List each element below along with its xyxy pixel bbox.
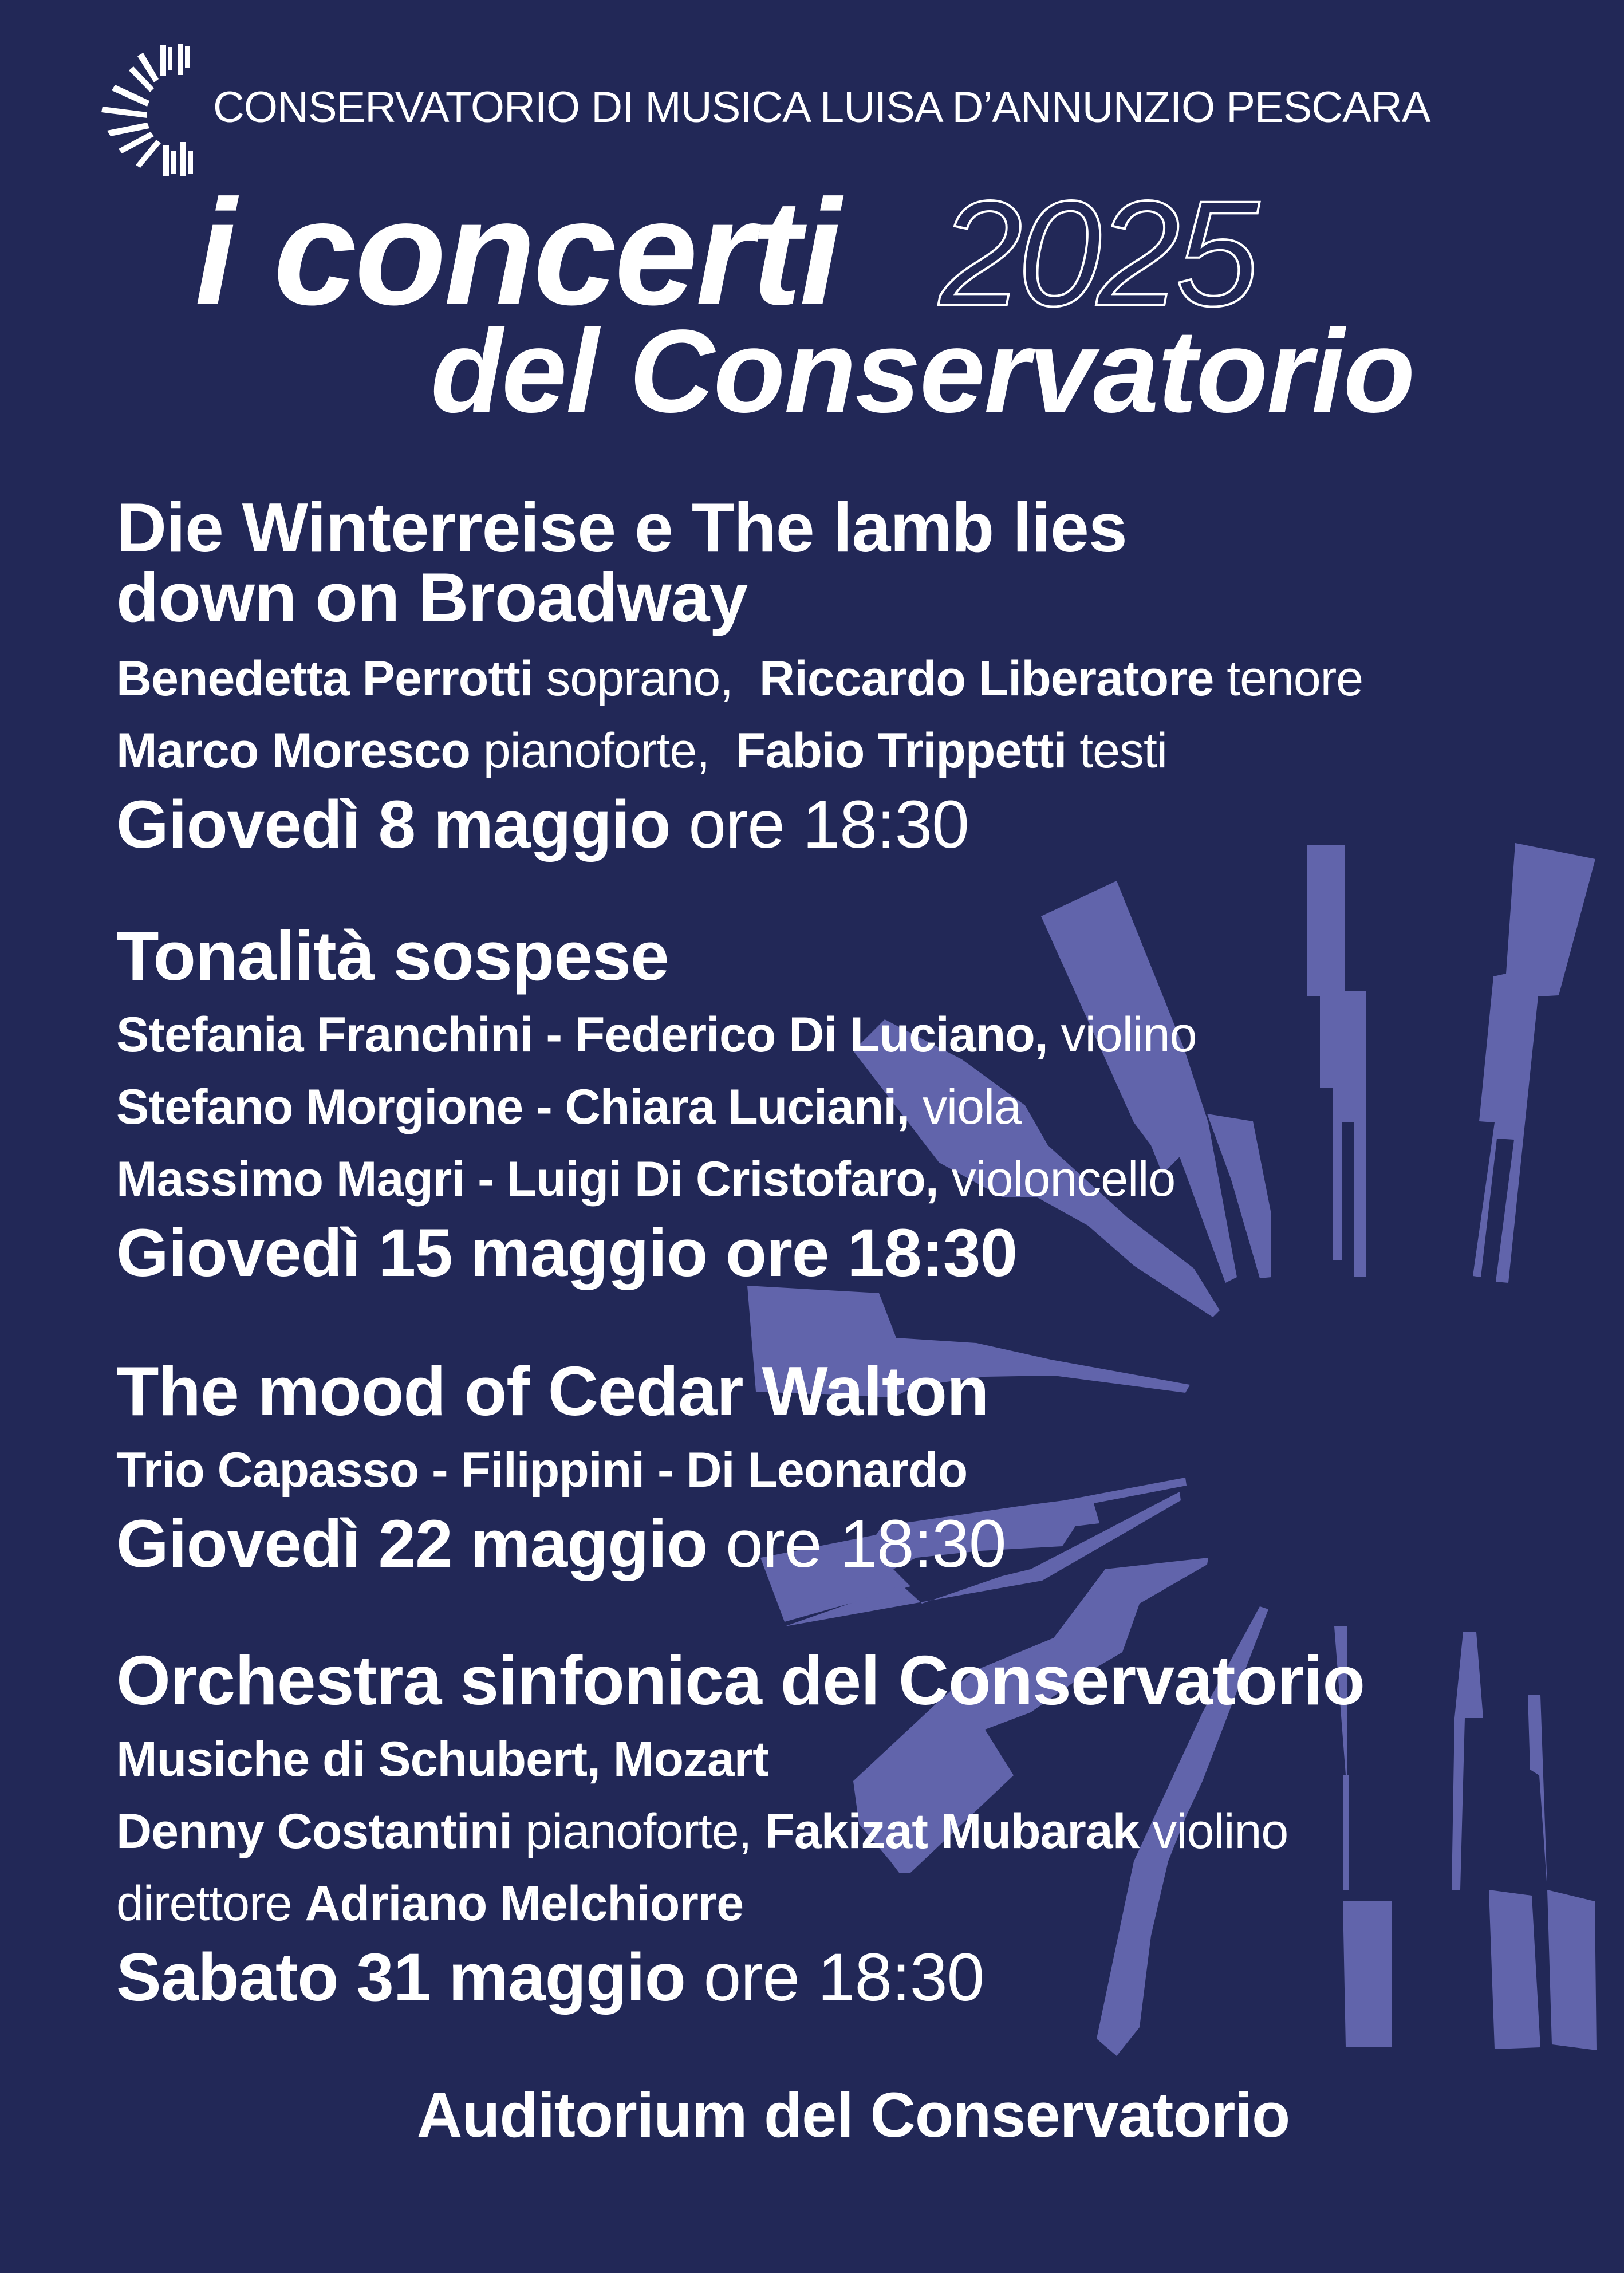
performers-line	[116, 1868, 1365, 1940]
concert-title-line: Tonalità sospese	[116, 917, 669, 995]
performer-name: Massimo Magri - Luigi Di Cristofaro,	[116, 1152, 939, 1207]
conductor-name: Adriano Melchiorre	[305, 1876, 744, 1931]
concert-title	[116, 1641, 1365, 1719]
key-lower-6	[1528, 1695, 1597, 2050]
performer-role: violoncello	[938, 1152, 1176, 1207]
concert-3	[116, 1352, 1006, 1582]
performers-line	[116, 1795, 1365, 1868]
concert-time: ore 18:30	[685, 1940, 984, 2015]
performer-role: violino	[1139, 1804, 1288, 1859]
performer-role: soprano,	[533, 651, 759, 706]
concert-day: Giovedì 8 maggio	[116, 787, 671, 862]
key-lower-5	[1452, 1632, 1540, 2049]
performers-line	[116, 1434, 1006, 1506]
concert-time: ore 18:30	[670, 787, 969, 862]
performers-line	[116, 1723, 1365, 1795]
venue: Auditorium del Conservatorio	[416, 2080, 1290, 2150]
key-top-1	[1307, 845, 1366, 1277]
key-top-2	[1473, 843, 1595, 1283]
concert-date	[116, 787, 1363, 862]
concert-day: Sabato 31 maggio	[116, 1940, 685, 2015]
performer-name: Fakizat Mubarak	[764, 1804, 1140, 1859]
concert-1	[116, 489, 1363, 862]
performer-role: pianoforte,	[470, 723, 736, 778]
concert-time: ore 18:30	[707, 1506, 1006, 1582]
poster-subtitle: del Conservatorio	[431, 305, 1414, 437]
performer-name: Trio Capasso - Filippini - Di Leonardo	[116, 1443, 968, 1498]
performers-line	[116, 1071, 1196, 1143]
poster-title: i concerti	[195, 168, 839, 336]
performer-role: tenore	[1213, 651, 1363, 706]
performer-name: Denny Costantini	[116, 1804, 513, 1859]
concert-date	[116, 1506, 1006, 1582]
performer-name: Fabio Trippetti	[735, 723, 1067, 778]
concert-2	[116, 917, 1197, 1291]
concert-title-line: Die Winterreise e The lamb lies	[116, 489, 1127, 566]
performer-role: testi	[1066, 723, 1168, 778]
performer-role: direttore	[116, 1876, 305, 1931]
performer-name: Benedetta Perrotti	[116, 651, 533, 706]
concert-day: Giovedì 15 maggio ore 18:30	[116, 1215, 1018, 1291]
concert-title-line: The mood of Cedar Walton	[116, 1352, 989, 1430]
performer-name: Marco Moresco	[116, 723, 470, 778]
concert-date	[116, 1215, 1196, 1291]
institution-name: CONSERVATORIO DI MUSICA LUISA D’ANNUNZIO PESCARA	[213, 83, 1430, 132]
performers-line	[116, 715, 1363, 787]
concert-4	[116, 1641, 1365, 2015]
piano-keys-burst-icon	[94, 39, 203, 182]
performers-line	[116, 643, 1363, 715]
performers-line	[116, 999, 1196, 1071]
performer-name: Stefania Franchini - Federico Di Luciano,	[116, 1007, 1048, 1062]
performer-name: Riccardo Liberatore	[759, 651, 1214, 706]
performer-role: violino	[1047, 1007, 1197, 1062]
concert-day: Giovedì 22 maggio	[116, 1506, 708, 1582]
concert-title	[116, 489, 1363, 636]
concert-date	[116, 1940, 1365, 2015]
program-text: Musiche di Schubert, Mozart	[116, 1732, 768, 1787]
performer-name: Stefano Morgione - Chiara Luciani,	[116, 1080, 910, 1134]
concert-title	[116, 917, 1196, 995]
concert-title-line: down on Broadway	[116, 558, 748, 636]
performers-line	[116, 1143, 1196, 1215]
concert-title	[116, 1352, 1006, 1430]
performer-role: viola	[909, 1080, 1021, 1134]
performer-role: pianoforte,	[512, 1804, 765, 1859]
poster-year: 2025	[939, 170, 1255, 337]
concert-title-line: Orchestra sinfonica del Conservatorio	[116, 1641, 1365, 1719]
